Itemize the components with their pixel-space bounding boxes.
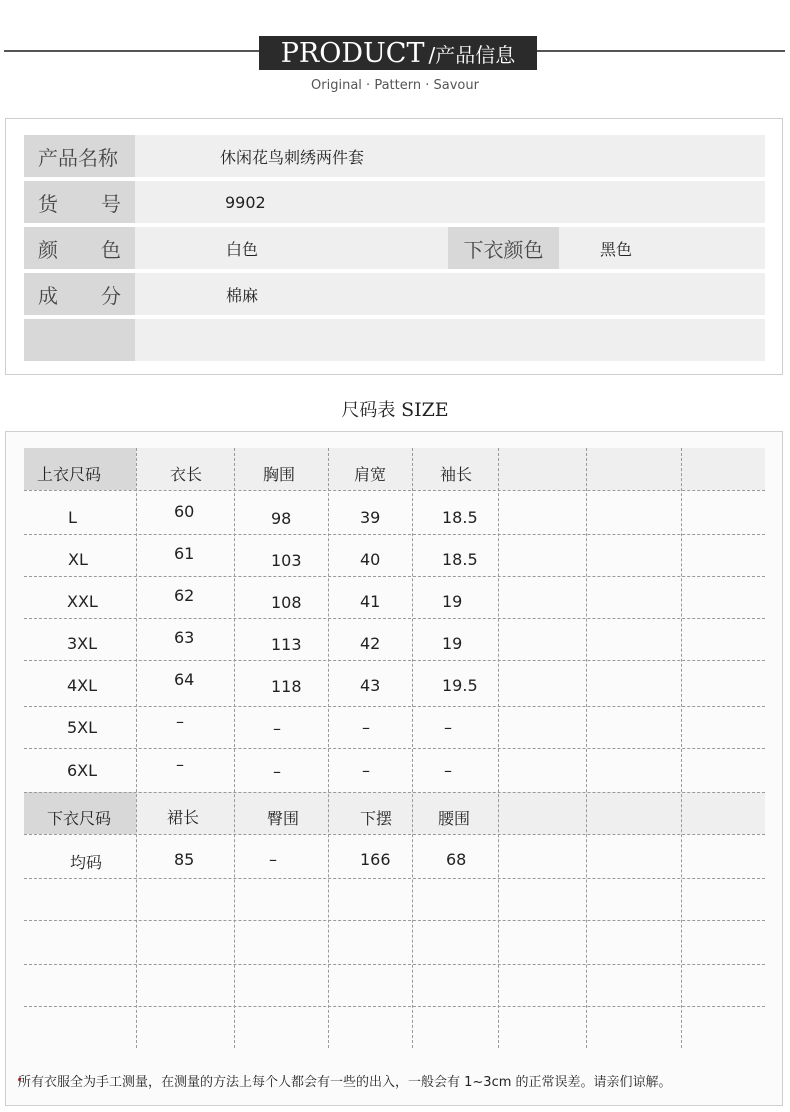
empty-row bbox=[24, 319, 765, 361]
header-line-left bbox=[4, 50, 260, 52]
bottom-header-hip: 臀围 bbox=[267, 809, 300, 828]
product-banner bbox=[259, 36, 537, 70]
row-divider bbox=[24, 834, 765, 835]
sku-label-b: 号 bbox=[101, 191, 121, 216]
table-cell: 19 bbox=[442, 592, 463, 611]
color-label bbox=[24, 227, 135, 269]
table-cell: XXL bbox=[67, 592, 98, 611]
banner-title-en: PRODUCT bbox=[280, 37, 425, 69]
table-cell: 68 bbox=[446, 850, 467, 869]
top-header-size: 上衣尺码 bbox=[37, 465, 102, 484]
size-chart-title bbox=[0, 396, 790, 422]
color-label-a: 颜 bbox=[38, 237, 58, 262]
table-cell: – bbox=[362, 718, 370, 737]
bottom-header-waist: 腰围 bbox=[438, 809, 471, 828]
table-cell: 108 bbox=[271, 593, 302, 612]
table-cell: XL bbox=[68, 550, 88, 569]
table-cell: 63 bbox=[174, 628, 195, 647]
table-cell: – bbox=[176, 712, 184, 731]
row-divider bbox=[24, 490, 765, 491]
table-cell: 62 bbox=[174, 586, 195, 605]
table-cell: L bbox=[68, 508, 77, 527]
material-label-a: 成 bbox=[38, 283, 58, 308]
table-cell: 39 bbox=[360, 508, 381, 527]
bottom-header-size: 下衣尺码 bbox=[47, 809, 112, 828]
top-header-sleeve: 袖长 bbox=[440, 465, 473, 484]
bottom-color-label: 下衣颜色 bbox=[448, 227, 559, 269]
row-divider bbox=[24, 1006, 765, 1007]
material-label bbox=[24, 273, 135, 315]
top-header-shoulder: 肩宽 bbox=[354, 465, 387, 484]
table-cell: 41 bbox=[360, 592, 381, 611]
table-cell: 5XL bbox=[67, 718, 98, 737]
row-divider bbox=[24, 878, 765, 879]
material-row bbox=[24, 273, 765, 315]
table-cell: 118 bbox=[271, 677, 302, 696]
row-divider bbox=[24, 660, 765, 661]
color-row bbox=[24, 227, 765, 269]
row-divider bbox=[24, 792, 765, 793]
table-cell: 19 bbox=[442, 634, 463, 653]
table-cell: 113 bbox=[271, 635, 302, 654]
top-header-length: 衣长 bbox=[170, 465, 203, 484]
row-divider bbox=[24, 618, 765, 619]
sku-label bbox=[24, 181, 135, 223]
table-cell: – bbox=[362, 761, 370, 780]
empty-label bbox=[24, 319, 135, 361]
table-cell: – bbox=[176, 755, 184, 774]
table-cell: 166 bbox=[360, 850, 391, 869]
product-name-label: 产品名称 bbox=[24, 135, 135, 177]
table-cell: 3XL bbox=[67, 634, 98, 653]
sku-label-a: 货 bbox=[38, 191, 58, 216]
table-cell: 18.5 bbox=[442, 508, 478, 527]
table-cell: 43 bbox=[360, 676, 381, 695]
top-header-chest: 胸围 bbox=[263, 465, 296, 484]
table-cell: 98 bbox=[271, 509, 292, 528]
table-cell: 6XL bbox=[67, 761, 98, 780]
table-cell: – bbox=[444, 761, 452, 780]
table-cell: 42 bbox=[360, 634, 381, 653]
color-label-b: 色 bbox=[101, 237, 121, 262]
header-line-right bbox=[537, 50, 785, 52]
row-divider bbox=[24, 706, 765, 707]
bottom-header-hem: 下摆 bbox=[360, 809, 393, 828]
table-cell: – bbox=[444, 718, 452, 737]
bottom-color-value: 黑色 bbox=[600, 239, 633, 259]
table-cell: 64 bbox=[174, 670, 195, 689]
bottom-header-skirt-length: 裙长 bbox=[167, 808, 200, 827]
table-cell: 61 bbox=[174, 544, 195, 563]
sku-value: 9902 bbox=[225, 192, 266, 212]
sku-row bbox=[24, 181, 765, 223]
table-cell: – bbox=[273, 762, 281, 781]
row-divider bbox=[24, 964, 765, 965]
material-label-b: 分 bbox=[101, 283, 121, 308]
product-name-row bbox=[24, 135, 765, 177]
table-cell: 4XL bbox=[67, 676, 98, 695]
table-cell: 103 bbox=[271, 551, 302, 570]
banner-title-zh: /产品信息 bbox=[428, 42, 516, 67]
table-cell: – bbox=[273, 719, 281, 738]
table-cell: – bbox=[269, 850, 277, 869]
size-title-en: SIZE bbox=[401, 399, 449, 421]
measurement-footnote: 所有衣服全为手工测量，在测量的方法上每个人都会有一些的出入，一般会有 1~3cm 的正常误差。请亲们谅解。 bbox=[18, 1075, 672, 1090]
table-cell: 均码 bbox=[70, 853, 103, 872]
tagline: Original · Pattern · Savour bbox=[311, 78, 479, 93]
product-name-value: 休闲花鸟刺绣两件套 bbox=[220, 147, 365, 167]
row-divider bbox=[24, 748, 765, 749]
table-cell: 19.5 bbox=[442, 676, 478, 695]
size-table bbox=[24, 448, 765, 1048]
table-cell: 18.5 bbox=[442, 550, 478, 569]
table-cell: 60 bbox=[174, 502, 195, 521]
material-value: 棉麻 bbox=[226, 285, 259, 305]
size-title-zh: 尺码表 bbox=[341, 400, 396, 421]
row-divider bbox=[24, 576, 765, 577]
row-divider bbox=[24, 534, 765, 535]
color-value: 白色 bbox=[226, 239, 259, 259]
row-divider bbox=[24, 920, 765, 921]
table-cell: 40 bbox=[360, 550, 381, 569]
table-cell: 85 bbox=[174, 850, 195, 869]
